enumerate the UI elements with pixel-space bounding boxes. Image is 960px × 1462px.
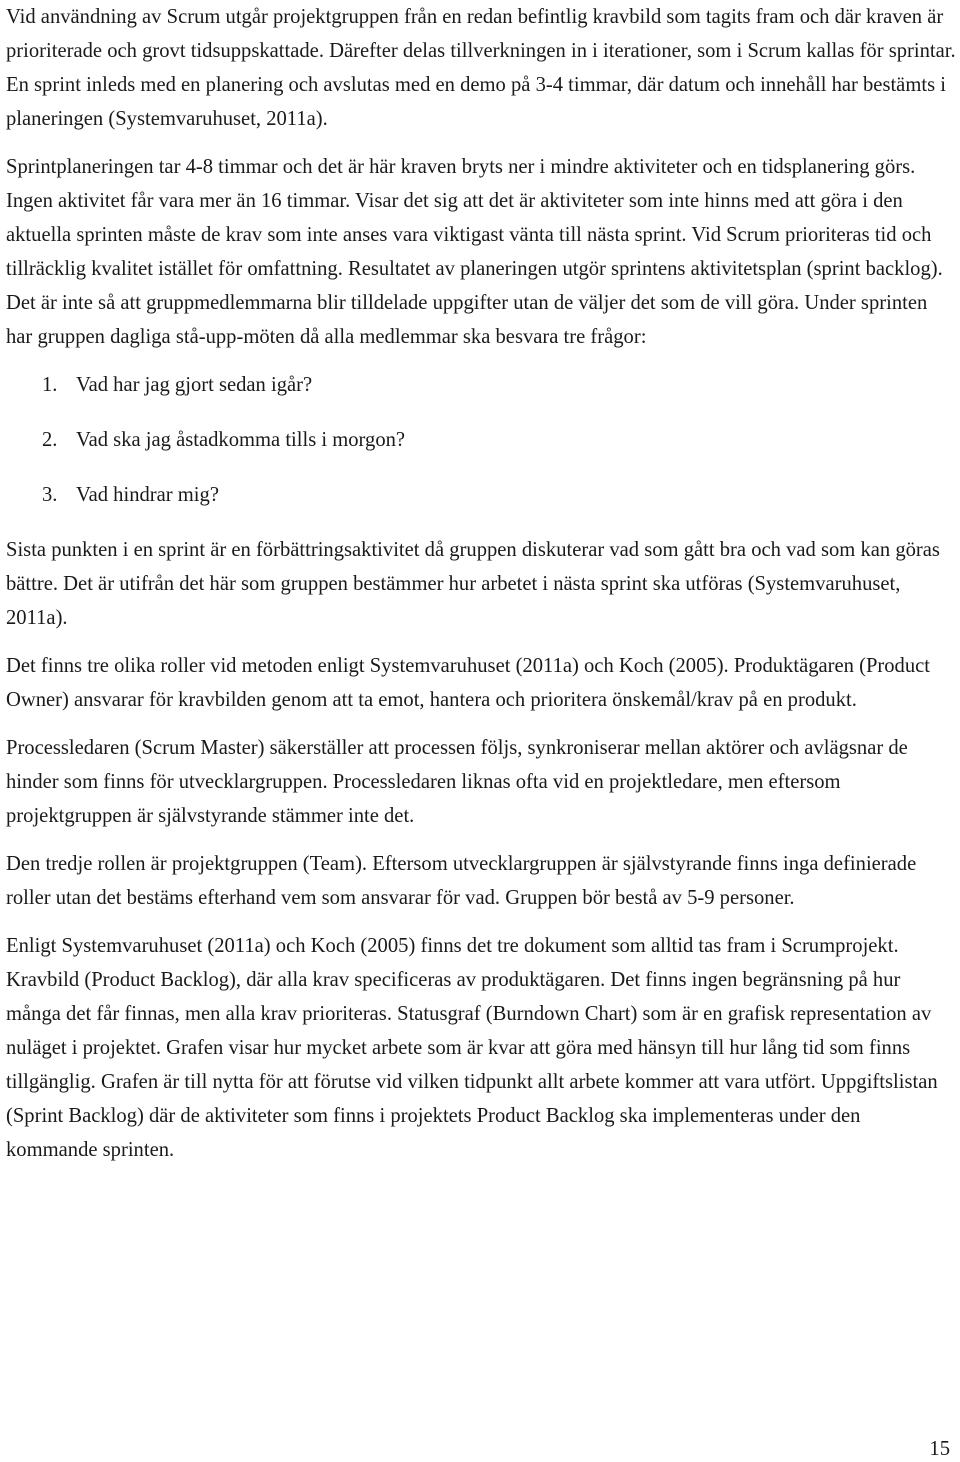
paragraph: Det finns tre olika roller vid metoden enligt Systemvaruhuset (2011a) och Koch (2005). Produktägaren (Product Owner) ansvarar för kravbilden genom att ta emot, hantera och prioritera önskemål/krav på en produkt.: [6, 655, 931, 711]
paragraph: Vid användning av Scrum utgår projektgruppen från en redan befintlig kravbild som tagits fram och där kraven är prioriterade och grovt tidsuppskattade. Därefter delas tillverkningen in i iterationer, som i Scrum kallas för sprintar. En sprint inleds med en planering och avslutas med en demo på 3-4 timmar, där datum och innehåll har bestämts i planeringen (Systemvaruhuset, 2011a).: [6, 6, 956, 130]
list-text: Vad ska jag åstadkomma tills i morgon?: [76, 429, 406, 451]
document-body: [6, 0, 956, 1181]
list-item: [6, 478, 956, 512]
paragraph: Processledaren (Scrum Master) säkerställer att processen följs, synkroniserar mellan aktörer och avlägsnar de hinder som finns för utvecklargruppen. Processledaren liknas ofta vid en projektledare, men eftersom projektgruppen är självstyrande stämmer inte det.: [6, 737, 908, 827]
list-number: 2.: [42, 429, 58, 451]
list-item: [6, 368, 956, 402]
question-list: [6, 368, 956, 512]
list-text: Vad har jag gjort sedan igår?: [76, 374, 313, 396]
paragraph: Sprintplaneringen tar 4-8 timmar och det är här kraven bryts ner i mindre aktiviteter och en tidsplanering görs. Ingen aktivitet får vara mer än 16 timmar. Visar det sig att det är aktiviteter som inte hinns med att göra i den aktuella sprinten måste de krav som inte anses vara viktigast vänta till nästa sprint. Vid Scrum prioriteras tid och tillräcklig kvalitet istället för omfattning. Resultatet av planeringen utgör sprintens aktivitetsplan (sprint backlog). Det är inte så att gruppmedlemmarna blir tilldelade uppgifter utan de väljer det som de vill göra. Under sprinten har gruppen dagliga stå-upp-möten då alla medlemmar ska besvara tre frågor:: [6, 156, 943, 348]
paragraph: Sista punkten i en sprint är en förbättringsaktivitet då gruppen diskuterar vad som gått bra och vad som kan göras bättre. Det är utifrån det här som gruppen bestämmer hur arbetet i nästa sprint ska utföras (Systemvaruhuset, 2011a).: [6, 539, 940, 629]
list-item: [6, 423, 956, 457]
list-number: 3.: [42, 484, 58, 506]
paragraph: Den tredje rollen är projektgruppen (Team). Eftersom utvecklargruppen är självstyrande finns inga definierade roller utan det bestäms efterhand vem som ansvarar för vad. Gruppen bör bestå av 5-9 personer.: [6, 853, 917, 909]
list-text: Vad hindrar mig?: [76, 484, 219, 506]
list-number: 1.: [42, 374, 58, 396]
page-number: 15: [929, 1438, 950, 1460]
paragraph: Enligt Systemvaruhuset (2011a) och Koch (2005) finns det tre dokument som alltid tas fram i Scrumprojekt. Kravbild (Product Backlog), där alla krav specificeras av produktägaren. Det finns ingen begränsning på hur många det får finnas, men alla krav prioriteras. Statusgraf (Burndown Chart) som är en grafisk representation av nuläget i projektet. Grafen visar hur mycket arbete som är kvar att göra med hänsyn till hur lång tid som finns tillgänglig. Grafen är till nytta för att förutse vid vilken tidpunkt allt arbete kommer att vara utfört. Uppgiftslistan (Sprint Backlog) där de aktiviteter som finns i projektets Product Backlog ska implementeras under den kommande sprinten.: [6, 935, 938, 1161]
